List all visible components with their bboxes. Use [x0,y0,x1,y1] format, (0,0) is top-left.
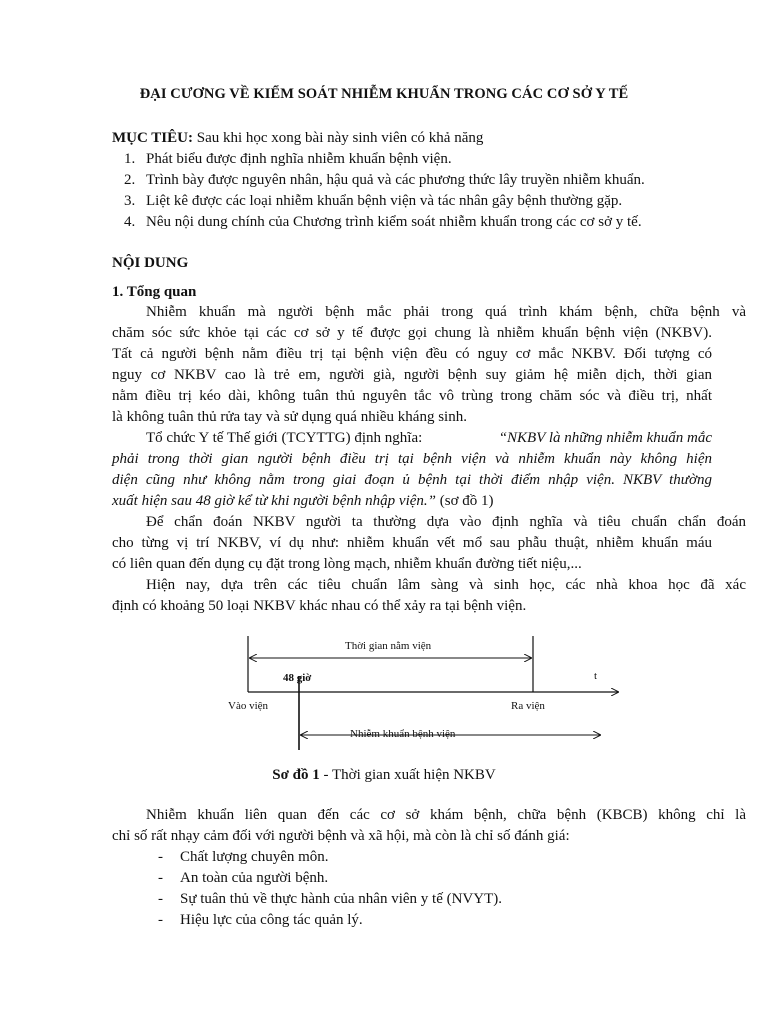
objectives-label: MỤC TIÊU: [112,130,193,146]
paragraph-line: chỉ số rất nhạy cảm đối với người bệnh và xã hội, mà còn là chỉ số đánh giá: [112,828,570,844]
caption-text: - Thời gian xuất hiện NKBV [319,767,496,783]
time-axis-label: t [594,670,598,682]
document-title: ĐẠI CƯƠNG VỀ KIỂM SOÁT NHIỄM KHUẨN TRONG CÁC CƠ SỞ Y TẾ [139,86,629,102]
infection-period-label: Nhiễm khuẩn bệnh viện [350,728,456,740]
objective-text: Phát biểu được định nghĩa nhiễm khuẩn bệnh viện. [146,151,452,167]
definition-quote: xuất hiện sau 48 giờ kể từ khi người bệnh nhập viện.” [112,493,436,509]
paragraph-line: chăm sóc sức khỏe tại các cơ sở y tế được gọi chung là nhiễm khuẩn bệnh viện (NKBV). [112,325,712,341]
objective-text: Nêu nội dung chính của Chương trình kiểm soát nhiễm khuẩn trong các cơ sở y tế. [146,214,642,230]
paragraph-line: Tất cả người bệnh nằm điều trị tại bệnh viện đều có nguy cơ mắc NKBV. Đối tượng có [112,346,712,362]
bullet-text: Hiệu lực của công tác quản lý. [180,912,363,928]
paragraph-line: định có khoảng 50 loại NKBV khác nhau có thể xảy ra tại bệnh viện. [112,598,527,614]
definition-prefix: Tổ chức Y tế Thế giới (TCYTTG) định nghĩa: [146,430,423,446]
bullet-dash: - [158,849,163,865]
paragraph-line: là không tuân thủ rửa tay và sử dụng quá nhiều kháng sinh. [112,409,467,425]
objective-number: 1. [124,151,136,167]
diagram-reference: (sơ đồ 1) [436,493,494,509]
paragraph-line: Nhiễm khuẩn liên quan đến các cơ sở khám bệnh, chữa bệnh (KBCB) không chỉ là [146,807,746,823]
objective-number: 3. [124,193,136,209]
caption-number: Sơ đồ 1 [272,767,320,783]
objective-item [124,150,135,168]
paragraph-line [112,492,494,510]
paragraph-line: có liên quan đến dụng cụ đặt trong lòng mạch, nhiễm khuẩn đường tiết niệu,... [112,556,582,572]
objective-text: Trình bày được nguyên nhân, hậu quả và các phương thức lây truyền nhiễm khuẩn. [146,172,645,188]
objective-item [124,171,135,189]
objective-text: Liệt kê được các loại nhiễm khuẩn bệnh viện và tác nhân gây bệnh thường gặp. [146,193,623,209]
bullet-dash: - [158,870,163,886]
diagram-caption [0,767,768,784]
objective-item [124,213,135,231]
definition-quote: diện cũng như không nằm trong giai đoạn ủ bệnh tại thời điểm nhập viện. NKBV thường [112,472,712,488]
paragraph-line: nằm điều trị kéo dài, không tuân thủ nguyên tắc vô trùng trong chăm sóc và điều trị, nhất [112,388,712,404]
bullet-dash: - [158,891,163,907]
definition-quote: “NKBV là những nhiễm khuẩn mắc [498,430,712,446]
paragraph-line: nguy cơ NKBV cao là trẻ em, người già, người bệnh suy giảm hệ miễn dịch, thời gian [112,367,712,383]
paragraph-line: Nhiễm khuẩn mà người bệnh mắc phải trong quá trình khám bệnh, chữa bệnh và [146,304,746,320]
bullet-text: Sự tuân thủ về thực hành của nhân viên y tế (NVYT). [180,891,503,907]
objectives-line [112,129,483,147]
paragraph-line: cho từng vị trí NKBV, ví dụ như: nhiễm khuẩn vết mổ sau phẫu thuật, nhiễm khuẩn máu [112,535,712,551]
48h-label: 48 giờ [283,672,312,684]
paragraph-line: Hiện nay, dựa trên các tiêu chuẩn lâm sàng và sinh học, các nhà khoa học đã xác [146,577,746,593]
discharge-label: Ra viện [511,700,545,712]
bullet-dash: - [158,912,163,928]
objective-item [124,192,135,210]
objective-number: 2. [124,172,136,188]
admission-label: Vào viện [228,700,269,712]
bullet-text: Chất lượng chuyên môn. [180,849,329,865]
paragraph-line [112,429,712,447]
bullet-text: An toàn của người bệnh. [180,870,329,886]
definition-quote: phải trong thời gian người bệnh điều trị tại bệnh viện và nhiễm khuẩn này không hiện [112,451,712,467]
stay-duration-label: Thời gian nằm viện [345,640,432,652]
paragraph-line: Để chẩn đoán NKBV người ta thường dựa vào định nghĩa và tiêu chuẩn chẩn đoán [146,514,746,530]
objectives-intro: Sau khi học xong bài này sinh viên có khả năng [192,130,484,146]
section-heading: 1. Tổng quan [112,284,197,300]
content-heading: NỘI DUNG [112,255,189,271]
objective-number: 4. [124,214,136,230]
